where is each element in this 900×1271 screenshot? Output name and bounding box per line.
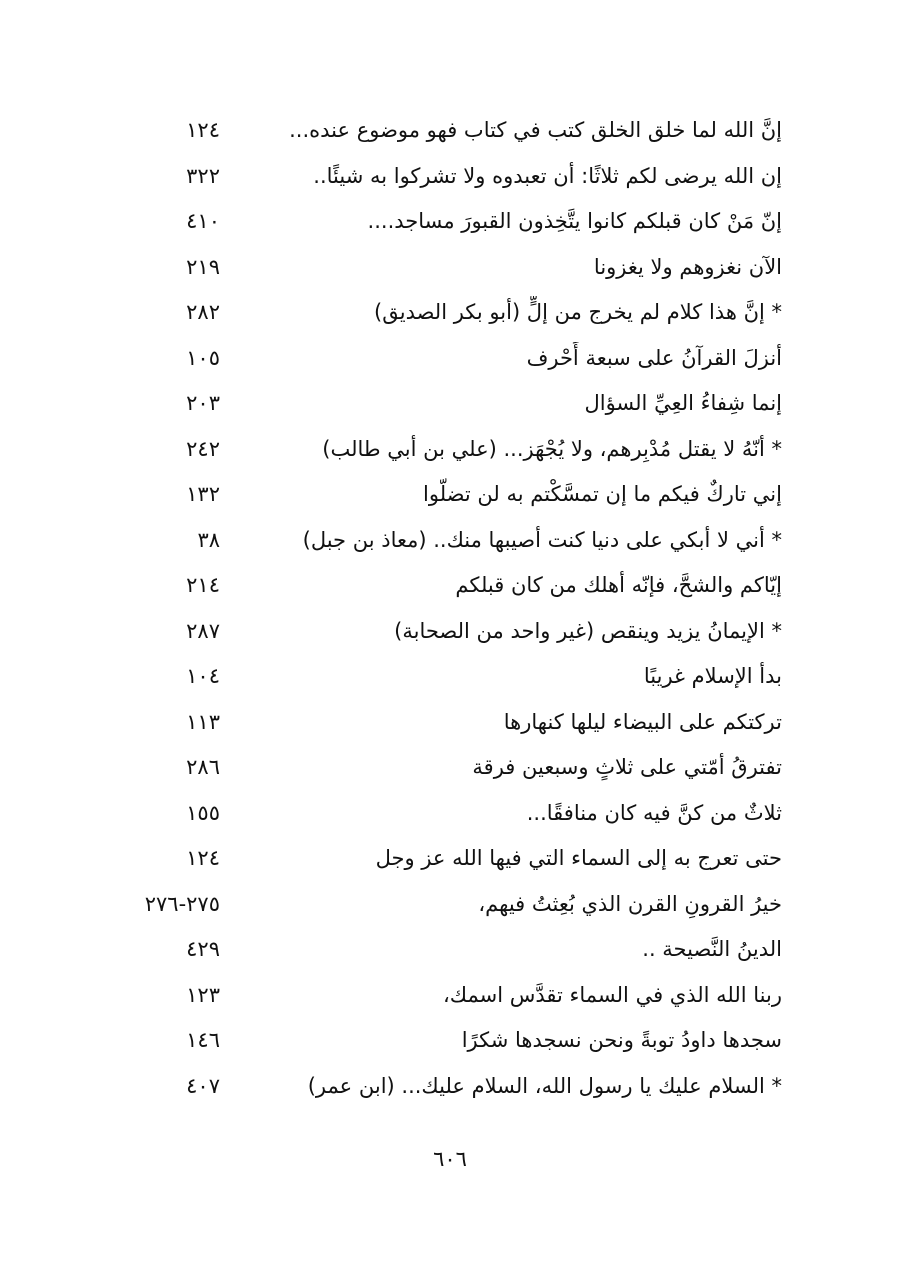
entry-text: * أني لا أبكي على دنيا كنت أصيبها منك.. (معاذ بن جبل) <box>302 527 782 552</box>
entry-text: إنَّ الله لما خلق الخلق كتب في كتاب فهو موضوع عنده... <box>289 118 782 142</box>
entry-text: بدأ الإسلام غريبًا <box>643 664 782 688</box>
index-entry <box>0 290 900 336</box>
index-entry <box>0 927 900 973</box>
entry-page-ref: ٢٨٦ <box>186 755 220 779</box>
index-entry <box>0 245 900 291</box>
entry-text: ربنا الله الذي في السماء تقدَّس اسمك، <box>442 982 782 1007</box>
entry-text: إنّ مَنْ كان قبلكم كانوا يتَّخِذون القبورَ مساجد.... <box>367 209 782 233</box>
entry-text: إيّاكم والشحَّ، فإنّه أهلك من كان قبلكم <box>455 573 782 597</box>
entry-page-ref: ١١٣ <box>186 709 220 734</box>
index-entry <box>0 381 900 427</box>
entry-text: * إنَّ هذا كلام لم يخرج من إلٍّ (أبو بكر الصديق) <box>374 300 782 324</box>
entry-text: * الإيمانُ يزيد وينقص (غير واحد من الصحابة) <box>394 618 782 643</box>
entry-page-ref: ٣٢٢ <box>186 163 220 188</box>
entry-text: إنما شِفاءُ العِيِّ السؤال <box>584 391 782 415</box>
hadith-index-list <box>0 108 900 1109</box>
entry-page-ref: ٢٠٣ <box>186 391 220 415</box>
index-entry <box>0 791 900 837</box>
index-entry <box>0 518 900 564</box>
entry-page-ref: ٤٢٩ <box>186 937 220 961</box>
entry-text: سجدها داودُ توبةً ونحن نسجدها شكرًا <box>461 1028 782 1052</box>
entry-page-ref: ٣٨ <box>197 527 220 552</box>
index-entry <box>0 199 900 245</box>
index-entry <box>0 609 900 655</box>
entry-page-ref: ١٢٤ <box>186 118 220 142</box>
entry-text: الدينُ النَّصيحة .. <box>642 937 782 961</box>
index-entry <box>0 1018 900 1064</box>
index-entry <box>0 427 900 473</box>
entry-page-ref: ١٤٦ <box>186 1028 220 1052</box>
entry-page-ref: ٢٧٥-٢٧٦ <box>144 891 220 916</box>
index-entry <box>0 700 900 746</box>
entry-text: ثلاثٌ من كنَّ فيه كان منافقًا... <box>526 800 782 825</box>
entry-text: خيرُ القرونِ القرن الذي بُعِثتُ فيهم، <box>478 891 782 916</box>
index-entry <box>0 472 900 518</box>
index-entry <box>0 336 900 382</box>
entry-text: أنزلَ القرآنُ على سبعة أَحْرف <box>526 345 782 370</box>
entry-text: * السلام عليك يا رسول الله، السلام عليك... (ابن عمر) <box>307 1073 782 1098</box>
entry-page-ref: ٢١٤ <box>186 573 220 597</box>
entry-text: * أنّهُ لا يقتل مُدْبِرهم، ولا يُجْهَز... (علي بن أبي طالب) <box>322 436 782 461</box>
entry-page-ref: ٢٨٢ <box>186 300 220 324</box>
index-entry <box>0 745 900 791</box>
entry-page-ref: ٤٠٧ <box>186 1073 220 1098</box>
entry-text: حتى تعرج به إلى السماء التي فيها الله عز وجل <box>375 846 782 870</box>
entry-page-ref: ١٠٥ <box>186 345 220 370</box>
index-entry <box>0 108 900 154</box>
entry-text: تفترقُ أمّتي على ثلاثٍ وسبعين فرقة <box>472 755 782 779</box>
entry-text: إن الله يرضى لكم ثلاثًا: أن تعبدوه ولا تشركوا به شيئًا.. <box>313 163 782 188</box>
entry-page-ref: ١٣٢ <box>186 482 220 506</box>
entry-text: إني تاركٌ فيكم ما إن تمسَّكْتم به لن تضلّوا <box>423 482 782 506</box>
index-entry <box>0 563 900 609</box>
entry-text: الآن نغزوهم ولا يغزونا <box>593 254 782 279</box>
index-entry <box>0 1064 900 1110</box>
entry-page-ref: ٢١٩ <box>186 254 220 279</box>
page-number: ٦٠٦ <box>433 1147 467 1171</box>
index-entry <box>0 836 900 882</box>
entry-page-ref: ١٢٣ <box>186 982 220 1007</box>
index-entry <box>0 882 900 928</box>
entry-text: تركتكم على البيضاء ليلها كنهارها <box>503 709 782 734</box>
index-entry <box>0 154 900 200</box>
index-entry <box>0 973 900 1019</box>
index-entry <box>0 654 900 700</box>
entry-page-ref: ١٥٥ <box>186 800 220 825</box>
entry-page-ref: ١٠٤ <box>186 664 220 688</box>
entry-page-ref: ١٢٤ <box>186 846 220 870</box>
entry-page-ref: ٢٨٧ <box>186 618 220 643</box>
entry-page-ref: ٢٤٢ <box>186 436 220 461</box>
entry-page-ref: ٤١٠ <box>186 209 220 233</box>
